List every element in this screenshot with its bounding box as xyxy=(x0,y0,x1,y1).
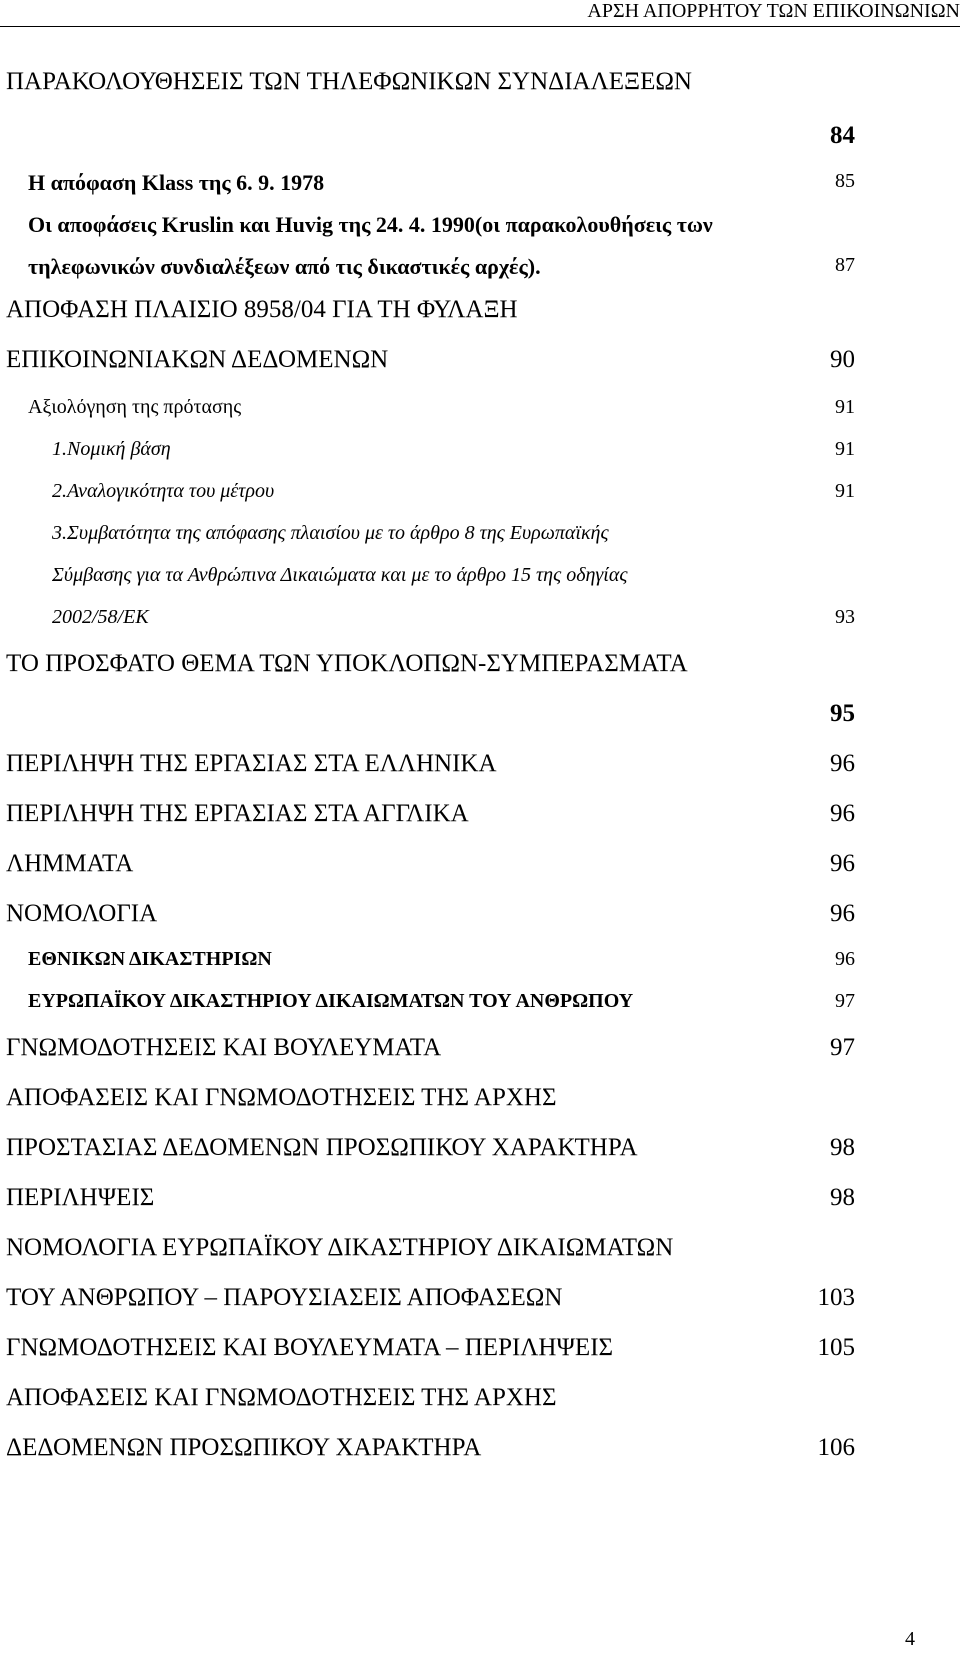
toc-entry-text: τηλεφωνικών συνδιαλέξεων από τις δικαστικές αρχές). xyxy=(28,254,541,279)
toc-entry-page: 96 xyxy=(835,948,855,970)
toc-entry-page: 97 xyxy=(835,990,855,1012)
toc-entry-page: 96 xyxy=(830,900,855,927)
toc-entry-page: 105 xyxy=(817,1334,855,1361)
toc-entry-text: 2002/58/ΕΚ xyxy=(52,606,149,628)
toc-entry-text: ΛΗΜΜΑΤΑ xyxy=(6,850,134,877)
toc-entry-text: ΠΡΟΣΤΑΣΙΑΣ ΔΕΔΟΜΕΝΩΝ ΠΡΟΣΩΠΙΚΟΥ ΧΑΡΑΚΤΗΡΑ xyxy=(6,1134,638,1161)
toc-entry-text: ΑΠΟΦΑΣΗ ΠΛΑΙΣΙΟ 8958/04 ΓΙΑ ΤΗ ΦΥΛΑΞΗ xyxy=(6,296,518,323)
toc-entry-text: 2.Αναλογικότητα του μέτρου xyxy=(52,480,275,502)
toc-entry-page: 103 xyxy=(817,1284,855,1311)
toc-entry-text: Η απόφαση Klass της 6. 9. 1978 xyxy=(28,170,325,195)
toc-entry-text: ΤΟΥ ΑΝΘΡΩΠΟΥ – ΠΑΡΟΥΣΙΑΣΕΙΣ ΑΠΟΦΑΣΕΩΝ xyxy=(6,1284,563,1311)
running-header: ΑΡΣΗ ΑΠΟΡΡΗΤΟΥ ΤΩΝ ΕΠΙΚΟΙΝΩΝΙΩΝ xyxy=(587,0,960,22)
toc-entry-page: 98 xyxy=(830,1184,855,1211)
toc-entry-text: ΓΝΩΜΟΔΟΤΗΣΕΙΣ ΚΑΙ ΒΟΥΛΕΥΜΑΤΑ xyxy=(6,1034,442,1061)
toc-entry-page: 90 xyxy=(830,346,855,373)
toc-entry-text: 3.Συμβατότητα της απόφασης πλαισίου με το άρθρο 8 της Ευρωπαϊκής xyxy=(52,522,609,544)
toc-entry-text: ΕΠΙΚΟΙΝΩΝΙΑΚΩΝ ΔΕΔΟΜΕΝΩΝ xyxy=(6,346,389,373)
toc-entry-text: ΤΟ ΠΡΟΣΦΑΤΟ ΘΕΜΑ ΤΩΝ ΥΠΟΚΛΟΠΩΝ-ΣΥΜΠΕΡΑΣΜΑΤΑ xyxy=(6,650,688,677)
toc-entry-page: 91 xyxy=(835,438,855,460)
toc-entry-text: ΠΕΡΙΛΗΨΗ ΤΗΣ ΕΡΓΑΣΙΑΣ ΣΤΑ ΕΛΛΗΝΙΚΑ xyxy=(6,750,497,777)
toc-entry-text: ΝΟΜΟΛΟΓΙΑ ΕΥΡΩΠΑΪΚΟΥ ΔΙΚΑΣΤΗΡΙΟΥ ΔΙΚΑΙΩΜΑΤΩΝ xyxy=(6,1234,674,1261)
toc-entry-text: Σύμβασης για τα Ανθρώπινα Δικαιώματα και με το άρθρο 15 της οδηγίας xyxy=(52,564,628,586)
toc-entry-text: Αξιολόγηση της πρότασης xyxy=(28,396,242,418)
toc-entry-text: ΕΥΡΩΠΑΪΚΟΥ ΔΙΚΑΣΤΗΡΙΟΥ ΔΙΚΑΙΩΜΑΤΩΝ ΤΟΥ ΑΝΘΡΩΠΟΥ xyxy=(28,990,634,1012)
toc-entry-text: ΓΝΩΜΟΔΟΤΗΣΕΙΣ ΚΑΙ ΒΟΥΛΕΥΜΑΤΑ – ΠΕΡΙΛΗΨΕΙΣ xyxy=(6,1334,614,1361)
toc-entry-text: Οι αποφάσεις Kruslin και Huvig της 24. 4. 1990(οι παρακολουθήσεις των xyxy=(28,212,713,237)
toc-entry-page: 85 xyxy=(835,170,855,192)
page-number: 4 xyxy=(905,1628,915,1650)
toc-entry-page: 96 xyxy=(830,750,855,777)
toc-entry-page: 91 xyxy=(835,480,855,502)
toc-entry-page: 84 xyxy=(830,122,855,149)
toc-entry-text: ΑΠΟΦΑΣΕΙΣ ΚΑΙ ΓΝΩΜΟΔΟΤΗΣΕΙΣ ΤΗΣ ΑΡΧΗΣ xyxy=(6,1384,557,1411)
toc-entry-text: ΑΠΟΦΑΣΕΙΣ ΚΑΙ ΓΝΩΜΟΔΟΤΗΣΕΙΣ ΤΗΣ ΑΡΧΗΣ xyxy=(6,1084,557,1111)
toc-entry-text: ΠΑΡΑΚΟΛΟΥΘΗΣΕΙΣ ΤΩΝ ΤΗΛΕΦΩΝΙΚΩΝ ΣΥΝΔΙΑΛΕΞΕΩΝ xyxy=(6,68,692,95)
toc-entry-text: ΠΕΡΙΛΗΨΗ ΤΗΣ ΕΡΓΑΣΙΑΣ ΣΤΑ ΑΓΓΛΙΚΑ xyxy=(6,800,469,827)
toc-entry-text: ΕΘΝΙΚΩΝ ΔΙΚΑΣΤΗΡΙΩΝ xyxy=(28,948,272,970)
toc-entry-page: 93 xyxy=(835,606,855,628)
toc-entry-page: 106 xyxy=(817,1434,855,1461)
toc-entry-page: 95 xyxy=(830,700,855,727)
toc-entry-page: 96 xyxy=(830,800,855,827)
toc-entry-page: 91 xyxy=(835,396,855,418)
toc-entry-text: ΠΕΡΙΛΗΨΕΙΣ xyxy=(6,1184,155,1211)
toc-entry-text: ΝΟΜΟΛΟΓΙΑ xyxy=(6,900,158,927)
toc-entry-text: 1.Νομική βάση xyxy=(52,438,171,460)
toc-entry-page: 97 xyxy=(830,1034,855,1061)
toc-entry-page: 96 xyxy=(830,850,855,877)
toc-entry-page: 98 xyxy=(830,1134,855,1161)
toc-entry-text: ΔΕΔΟΜΕΝΩΝ ΠΡΟΣΩΠΙΚΟΥ ΧΑΡΑΚΤΗΡΑ xyxy=(6,1434,482,1461)
toc-entry-page: 87 xyxy=(835,254,855,276)
